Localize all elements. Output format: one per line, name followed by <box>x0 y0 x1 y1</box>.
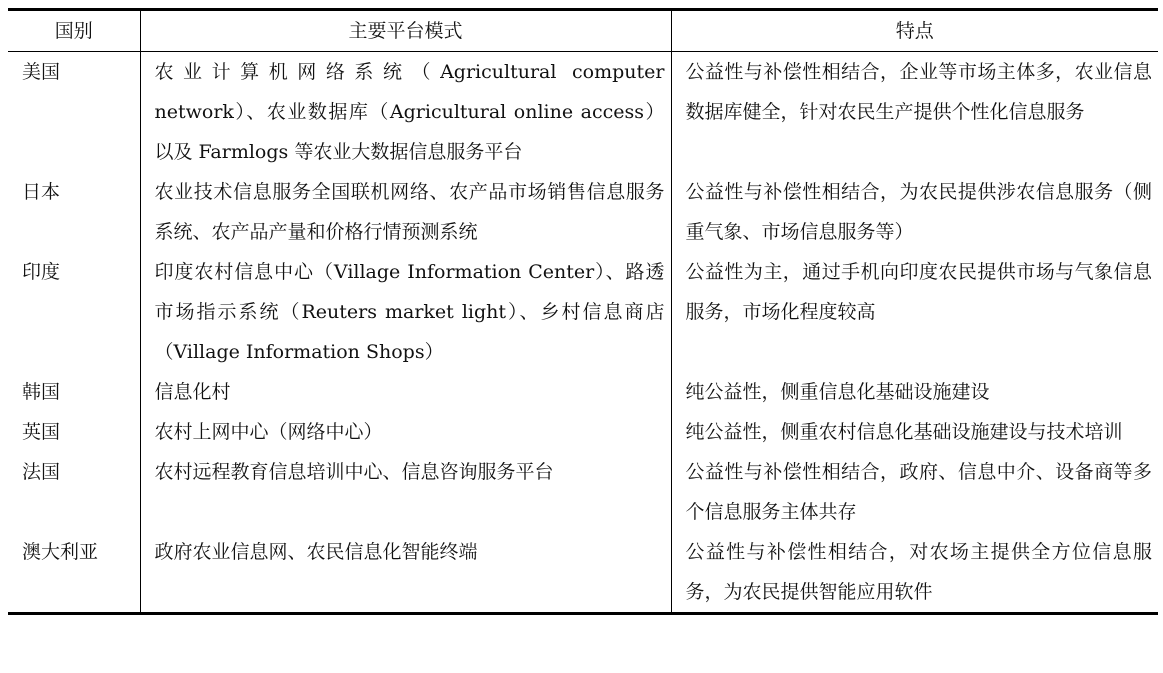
header-platform: 主要平台模式 <box>140 10 671 52</box>
cell-country: 日本 <box>22 181 61 203</box>
cell-feature: 公益性与补偿性相结合，政府、信息中介、设备商等多个信息服务主体共存 <box>671 452 1158 532</box>
cell-platform: 农业技术信息服务全国联机网络、农产品市场销售信息服务系统、农产品产量和价格行情预测系统 <box>140 172 671 252</box>
cell-platform: 印度农村信息中心（Village Information Center）、路透市场指示系统（Reuters market light）、乡村信息商店（Village Information Shops） <box>140 252 671 372</box>
header-feature: 特点 <box>671 10 1158 52</box>
platform-comparison-table <box>8 8 1158 615</box>
cell-feature: 纯公益性，侧重农村信息化基础设施建设与技术培训 <box>671 412 1158 452</box>
table-row <box>8 52 1158 173</box>
table-body <box>8 52 1158 614</box>
cell-country: 澳大利亚 <box>22 541 99 563</box>
cell-platform: 信息化村 <box>140 372 671 412</box>
cell-feature: 公益性与补偿性相结合，为农民提供涉农信息服务（侧重气象、市场信息服务等） <box>671 172 1158 252</box>
table-row <box>8 452 1158 532</box>
table-row <box>8 252 1158 372</box>
cell-feature: 公益性为主，通过手机向印度农民提供市场与气象信息服务，市场化程度较高 <box>671 252 1158 372</box>
cell-country: 英国 <box>22 421 61 443</box>
header-row <box>8 10 1158 52</box>
cell-country: 法国 <box>22 461 61 483</box>
cell-country: 美国 <box>22 61 61 83</box>
cell-feature: 公益性与补偿性相结合，对农场主提供全方位信息服务，为农民提供智能应用软件 <box>671 532 1158 614</box>
cell-country: 印度 <box>22 261 61 283</box>
table-header <box>8 10 1158 52</box>
cell-platform: 农业计算机网络系统（Agricultural computer network）、农业数据库（Agricultural online access）以及 Farmlogs 等农业大数据信息服务平台 <box>140 52 671 173</box>
cell-platform: 农村远程教育信息培训中心、信息咨询服务平台 <box>140 452 671 532</box>
table-row <box>8 372 1158 412</box>
cell-feature: 纯公益性，侧重信息化基础设施建设 <box>671 372 1158 412</box>
cell-feature: 公益性与补偿性相结合，企业等市场主体多，农业信息数据库健全，针对农民生产提供个性化信息服务 <box>671 52 1158 173</box>
comparison-table-container <box>8 8 1158 615</box>
table-row <box>8 532 1158 614</box>
table-row <box>8 172 1158 252</box>
header-country: 国别 <box>54 20 93 42</box>
table-row <box>8 412 1158 452</box>
cell-platform: 政府农业信息网、农民信息化智能终端 <box>140 532 671 614</box>
cell-platform: 农村上网中心（网络中心） <box>140 412 671 452</box>
cell-country: 韩国 <box>22 381 61 403</box>
